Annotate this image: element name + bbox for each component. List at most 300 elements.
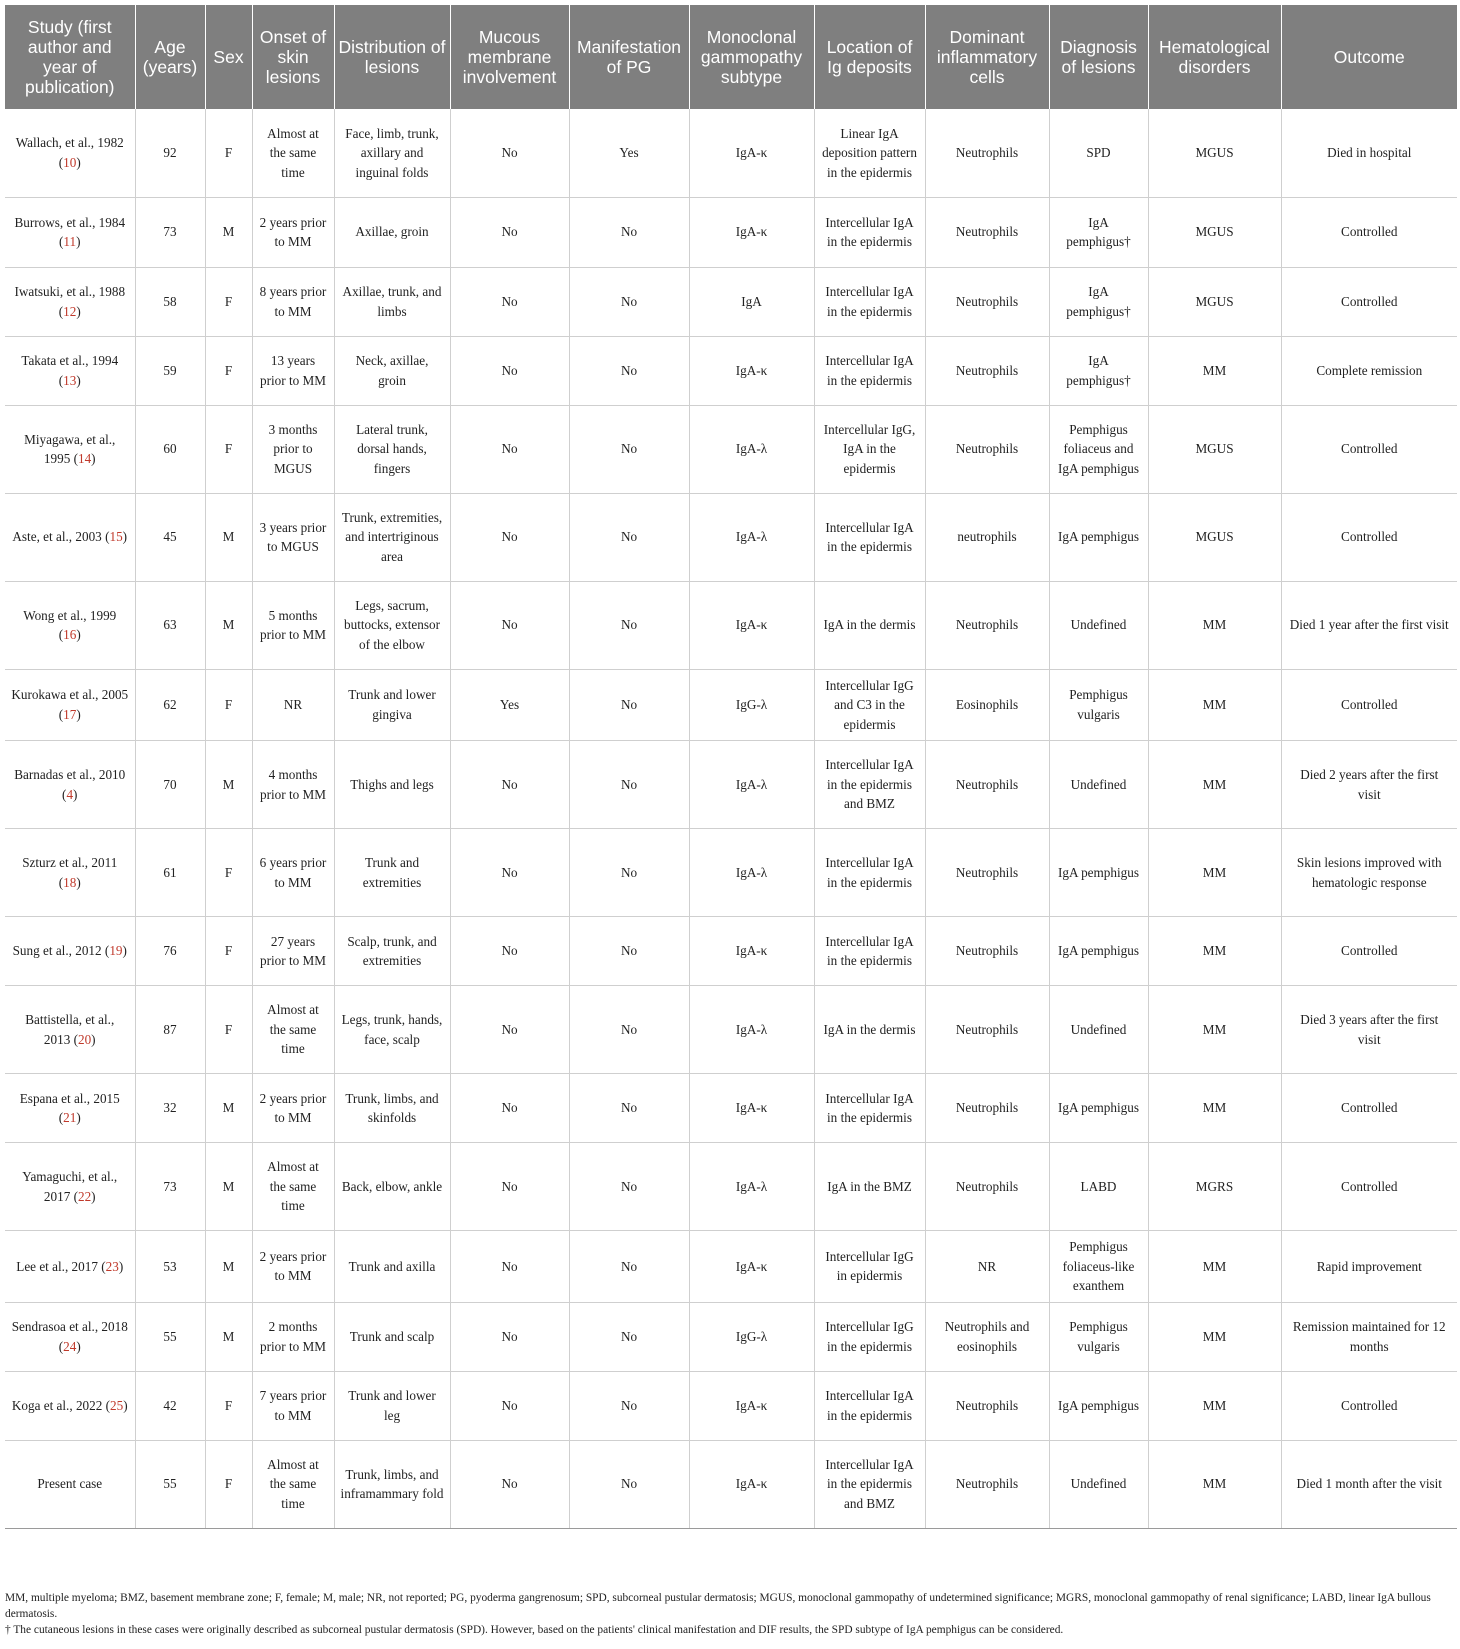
cell-age: 42 <box>135 1371 205 1440</box>
cell-sex: F <box>205 1371 252 1440</box>
cell-diagnosis: SPD <box>1049 109 1148 197</box>
cell-sex: F <box>205 669 252 741</box>
reference-link[interactable]: 24 <box>63 1338 77 1354</box>
table-header-row <box>5 5 1457 109</box>
cell-diagnosis: IgA pemphigus <box>1049 829 1148 917</box>
cell-sex: M <box>205 741 252 829</box>
cell-distribution: Trunk, limbs, and skinfolds <box>334 1074 450 1143</box>
cell-outcome: Controlled <box>1281 1371 1457 1440</box>
cell-sex: F <box>205 1440 252 1528</box>
cell-hema: MM <box>1148 829 1281 917</box>
cell-study: Yamaguchi, et al., 2017 (22) <box>5 1143 135 1231</box>
cell-mucous: No <box>450 1440 569 1528</box>
cell-age: 76 <box>135 917 205 986</box>
cell-subtype: IgA-λ <box>689 829 814 917</box>
column-header-hema: Hematological disorders <box>1148 5 1281 109</box>
cell-deposits: IgA in the dermis <box>814 986 925 1074</box>
cell-age: 60 <box>135 405 205 493</box>
cell-cells: Neutrophils <box>925 1440 1049 1528</box>
cell-cells: Neutrophils <box>925 197 1049 267</box>
cell-onset: NR <box>252 669 334 741</box>
cell-cells: Neutrophils <box>925 267 1049 336</box>
cell-hema: MGUS <box>1148 493 1281 581</box>
study-text: Lee et al., 2017 <box>16 1258 98 1274</box>
cell-deposits: Linear IgA deposition pattern in the epidermis <box>814 109 925 197</box>
study-text: Barnadas et al., 2010 <box>14 767 126 782</box>
cell-subtype: IgA-κ <box>689 1231 814 1303</box>
column-header-pg: Manifestation of PG <box>569 5 689 109</box>
cell-study: Aste, et al., 2003 (15) <box>5 493 135 581</box>
cell-deposits: IgA in the dermis <box>814 581 925 669</box>
table-row <box>5 1302 1457 1371</box>
cell-deposits: Intercellular IgA in the epidermis <box>814 829 925 917</box>
study-text: Battistella, et al., 2013 <box>25 1012 115 1047</box>
table-row <box>5 1371 1457 1440</box>
column-header-study: Study (first author and year of publication) <box>5 5 135 109</box>
cell-study: Lee et al., 2017 (23) <box>5 1231 135 1303</box>
cell-cells: Neutrophils <box>925 1074 1049 1143</box>
cell-study: Wong et al., 1999 (16) <box>5 581 135 669</box>
cell-subtype: IgA-κ <box>689 197 814 267</box>
cell-sex: F <box>205 267 252 336</box>
study-text: Wong et al., 1999 <box>23 607 117 623</box>
cell-diagnosis: IgA pemphigus <box>1049 917 1148 986</box>
table-body <box>5 109 1457 1528</box>
cell-pg: No <box>569 1074 689 1143</box>
cell-diagnosis: Undefined <box>1049 1440 1148 1528</box>
cell-outcome: Controlled <box>1281 1143 1457 1231</box>
table-row <box>5 405 1457 493</box>
cell-hema: MM <box>1148 581 1281 669</box>
cell-outcome: Controlled <box>1281 197 1457 267</box>
table-row <box>5 581 1457 669</box>
cell-pg: No <box>569 917 689 986</box>
cell-outcome: Died 1 year after the first visit <box>1281 581 1457 669</box>
cell-deposits: Intercellular IgA in the epidermis <box>814 917 925 986</box>
cell-mucous: No <box>450 109 569 197</box>
cell-hema: MM <box>1148 917 1281 986</box>
cell-cells: Neutrophils <box>925 336 1049 405</box>
cell-diagnosis: IgA pemphigus† <box>1049 336 1148 405</box>
table-row <box>5 109 1457 197</box>
cell-cells: Neutrophils <box>925 1143 1049 1231</box>
cell-age: 45 <box>135 493 205 581</box>
cell-pg: No <box>569 1143 689 1231</box>
table-row <box>5 741 1457 829</box>
cell-distribution: Legs, trunk, hands, face, scalp <box>334 986 450 1074</box>
cell-hema: MGUS <box>1148 267 1281 336</box>
cell-age: 55 <box>135 1302 205 1371</box>
cell-subtype: IgA-κ <box>689 1371 814 1440</box>
cell-distribution: Trunk and extremities <box>334 829 450 917</box>
reference-link[interactable]: 18 <box>63 874 77 890</box>
cell-outcome: Controlled <box>1281 267 1457 336</box>
cell-outcome: Died 3 years after the first visit <box>1281 986 1457 1074</box>
cell-study <box>5 1440 135 1528</box>
study-text: Espana et al., 2015 <box>19 1090 120 1106</box>
cell-mucous: No <box>450 405 569 493</box>
cell-mucous: No <box>450 1231 569 1303</box>
cell-distribution: Scalp, trunk, and extremities <box>334 917 450 986</box>
cell-age: 55 <box>135 1440 205 1528</box>
cell-sex: F <box>205 109 252 197</box>
study-text: Miyagawa, et al., 1995 <box>24 431 116 466</box>
cell-sex: M <box>205 1143 252 1231</box>
study-text: Yamaguchi, et al., 2017 <box>22 1169 118 1204</box>
cell-hema: MM <box>1148 1302 1281 1371</box>
cell-age: 59 <box>135 336 205 405</box>
cell-mucous: No <box>450 197 569 267</box>
study-text: Iwatsuki, et al., 1988 <box>14 284 126 299</box>
column-header-age: Age (years) <box>135 5 205 109</box>
column-header-onset: Onset of skin lesions <box>252 5 334 109</box>
cell-sex: F <box>205 986 252 1074</box>
cell-study: Kurokawa et al., 2005 (17) <box>5 669 135 741</box>
cell-hema: MM <box>1148 1231 1281 1303</box>
cell-hema: MM <box>1148 1440 1281 1528</box>
column-header-cells: Dominant inflammatory cells <box>925 5 1049 109</box>
cell-study: Espana et al., 2015 (21) <box>5 1074 135 1143</box>
cell-pg: No <box>569 405 689 493</box>
cell-pg: No <box>569 197 689 267</box>
cell-subtype: IgG-λ <box>689 1302 814 1371</box>
reference-link[interactable]: 16 <box>63 627 77 642</box>
cell-mucous: No <box>450 336 569 405</box>
cell-deposits: Intercellular IgA in the epidermis <box>814 1074 925 1143</box>
cell-mucous: No <box>450 1074 569 1143</box>
cell-outcome: Died in hospital <box>1281 109 1457 197</box>
cell-diagnosis: Pemphigus vulgaris <box>1049 1302 1148 1371</box>
cell-sex: M <box>205 581 252 669</box>
reference-link[interactable]: 13 <box>63 372 77 388</box>
cell-onset: Almost at the same time <box>252 1440 334 1528</box>
reference-link[interactable]: 22 <box>77 1188 92 1204</box>
cell-sex: M <box>205 493 252 581</box>
column-header-outcome: Outcome <box>1281 5 1457 109</box>
cell-study: Wallach, et al., 1982 (10) <box>5 109 135 197</box>
study-text: Aste, et al., 2003 <box>12 529 102 545</box>
cell-onset: 8 years prior to MM <box>252 267 334 336</box>
cell-outcome: Complete remission <box>1281 336 1457 405</box>
reference-link[interactable]: 20 <box>77 1031 92 1047</box>
table-row <box>5 1231 1457 1303</box>
cell-pg: No <box>569 336 689 405</box>
cell-cells: Neutrophils <box>925 405 1049 493</box>
cell-mucous: No <box>450 986 569 1074</box>
cell-hema: MM <box>1148 1074 1281 1143</box>
cell-diagnosis: IgA pemphigus <box>1049 1371 1148 1440</box>
cell-distribution: Face, limb, trunk, axillary and inguinal folds <box>334 109 450 197</box>
cell-distribution: Neck, axillae, groin <box>334 336 450 405</box>
cell-sex: M <box>205 1231 252 1303</box>
cell-subtype: IgA-κ <box>689 917 814 986</box>
table-row <box>5 669 1457 741</box>
cell-sex: M <box>205 1074 252 1143</box>
cell-subtype: IgG-λ <box>689 669 814 741</box>
cell-outcome: Remission maintained for 12 months <box>1281 1302 1457 1371</box>
cell-hema: MGRS <box>1148 1143 1281 1231</box>
cell-onset: 4 months prior to MM <box>252 741 334 829</box>
cell-cells: Neutrophils and eosinophils <box>925 1302 1049 1371</box>
cell-onset: 2 months prior to MM <box>252 1302 334 1371</box>
cell-age: 73 <box>135 197 205 267</box>
cell-age: 63 <box>135 581 205 669</box>
cell-onset: 2 years prior to MM <box>252 197 334 267</box>
cell-sex: F <box>205 829 252 917</box>
column-header-deposits: Location of Ig deposits <box>814 5 925 109</box>
cell-sex: F <box>205 405 252 493</box>
cell-hema: MM <box>1148 669 1281 741</box>
cell-cells: Neutrophils <box>925 917 1049 986</box>
cell-deposits: Intercellular IgA in the epidermis and BMZ <box>814 1440 925 1528</box>
study-text: Koga et al., 2022 <box>11 1397 103 1413</box>
dagger-note: † The cutaneous lesions in these cases were originally described as subcorneal pustular dermatosis (SPD). However, based on the patients' clinical manifestation and DIF results, the SPD subtype of IgA pemphigus can be considered. <box>5 1624 1064 1636</box>
reference-link[interactable]: 25 <box>110 1397 124 1413</box>
cell-deposits: Intercellular IgA in the epidermis and BMZ <box>814 741 925 829</box>
cell-deposits: Intercellular IgG in epidermis <box>814 1231 925 1303</box>
cell-hema: MM <box>1148 1371 1281 1440</box>
cell-onset: 2 years prior to MM <box>252 1074 334 1143</box>
cell-distribution: Back, elbow, ankle <box>334 1143 450 1231</box>
cell-cells: Neutrophils <box>925 741 1049 829</box>
cell-cells: Eosinophils <box>925 669 1049 741</box>
table-row <box>5 986 1457 1074</box>
cell-distribution: Legs, sacrum, buttocks, extensor of the elbow <box>334 581 450 669</box>
cell-distribution: Lateral trunk, dorsal hands, fingers <box>334 405 450 493</box>
cell-outcome: Rapid improvement <box>1281 1231 1457 1303</box>
table-row <box>5 1440 1457 1528</box>
table-row <box>5 829 1457 917</box>
cell-diagnosis: IgA pemphigus <box>1049 493 1148 581</box>
cell-diagnosis: LABD <box>1049 1143 1148 1231</box>
cell-deposits: Intercellular IgA in the epidermis <box>814 1371 925 1440</box>
cell-mucous: No <box>450 917 569 986</box>
cell-distribution: Trunk and axilla <box>334 1231 450 1303</box>
cell-deposits: Intercellular IgG, IgA in the epidermis <box>814 405 925 493</box>
cell-outcome: Died 2 years after the first visit <box>1281 741 1457 829</box>
reference-link[interactable]: 4 <box>66 786 74 802</box>
cell-distribution: Trunk and scalp <box>334 1302 450 1371</box>
cell-diagnosis: Undefined <box>1049 986 1148 1074</box>
cell-outcome: Controlled <box>1281 1074 1457 1143</box>
cell-outcome: Died 1 month after the visit <box>1281 1440 1457 1528</box>
table-row <box>5 917 1457 986</box>
cell-diagnosis: IgA pemphigus <box>1049 1074 1148 1143</box>
table-row <box>5 1074 1457 1143</box>
table-row <box>5 336 1457 405</box>
cell-cells: neutrophils <box>925 493 1049 581</box>
cell-subtype: IgA-λ <box>689 1143 814 1231</box>
reference-link[interactable]: 12 <box>63 303 77 319</box>
reference-link[interactable]: 15 <box>109 529 123 545</box>
cell-age: 70 <box>135 741 205 829</box>
reference-link[interactable]: 21 <box>63 1110 77 1125</box>
cell-outcome: Controlled <box>1281 669 1457 741</box>
cell-age: 58 <box>135 267 205 336</box>
cell-study: Barnadas et al., 2010 (4) <box>5 741 135 829</box>
cell-age: 87 <box>135 986 205 1074</box>
cell-subtype: IgA-λ <box>689 741 814 829</box>
cell-subtype: IgA-κ <box>689 1440 814 1528</box>
cell-subtype: IgA-λ <box>689 405 814 493</box>
cell-pg: No <box>569 669 689 741</box>
cell-hema: MGUS <box>1148 109 1281 197</box>
cell-pg: No <box>569 986 689 1074</box>
cell-study: Sung et al., 2012 (19) <box>5 917 135 986</box>
cell-distribution: Axillae, trunk, and limbs <box>334 267 450 336</box>
column-header-subtype: Monoclonal gammopathy subtype <box>689 5 814 109</box>
study-text: Sendrasoa et al., 2018 <box>11 1319 128 1334</box>
cell-study: Sendrasoa et al., 2018 (24) <box>5 1302 135 1371</box>
study-text: Present case <box>37 1476 103 1492</box>
cell-cells: Neutrophils <box>925 109 1049 197</box>
cell-onset: 27 years prior to MM <box>252 917 334 986</box>
cell-mucous: No <box>450 829 569 917</box>
reference-link[interactable]: 10 <box>63 154 77 170</box>
cell-diagnosis: IgA pemphigus† <box>1049 267 1148 336</box>
column-header-diagnosis: Diagnosis of lesions <box>1049 5 1148 109</box>
study-text: Sung et al., 2012 <box>12 943 102 959</box>
cell-onset: 3 months prior to MGUS <box>252 405 334 493</box>
cell-mucous: No <box>450 1302 569 1371</box>
cell-onset: Almost at the same time <box>252 1143 334 1231</box>
cell-hema: MM <box>1148 986 1281 1074</box>
cell-distribution: Trunk and lower gingiva <box>334 669 450 741</box>
cell-age: 73 <box>135 1143 205 1231</box>
table-row <box>5 493 1457 581</box>
cell-diagnosis: Pemphigus foliaceus and IgA pemphigus <box>1049 405 1148 493</box>
cell-pg: No <box>569 267 689 336</box>
cell-study: Iwatsuki, et al., 1988 (12) <box>5 267 135 336</box>
cell-pg: Yes <box>569 109 689 197</box>
study-text: Burrows, et al., 1984 <box>14 214 126 230</box>
cell-hema: MM <box>1148 741 1281 829</box>
study-text: Szturz et al., 2011 <box>22 855 118 870</box>
cell-sex: M <box>205 197 252 267</box>
cell-diagnosis: Pemphigus vulgaris <box>1049 669 1148 741</box>
cell-hema: MGUS <box>1148 197 1281 267</box>
cell-onset: 6 years prior to MM <box>252 829 334 917</box>
cell-deposits: Intercellular IgG and C3 in the epidermis <box>814 669 925 741</box>
cell-onset: 5 months prior to MM <box>252 581 334 669</box>
reference-link[interactable]: 14 <box>77 451 92 466</box>
case-table-container <box>5 5 1457 1529</box>
cell-deposits: Intercellular IgG in the epidermis <box>814 1302 925 1371</box>
column-header-mucous: Mucous membrane involvement <box>450 5 569 109</box>
study-text: Wallach, et al., 1982 <box>15 135 124 151</box>
reference-link[interactable]: 17 <box>63 706 77 722</box>
column-header-distribution: Distribution of lesions <box>334 5 450 109</box>
cell-subtype: IgA <box>689 267 814 336</box>
reference-link[interactable]: 11 <box>63 234 77 249</box>
cell-study: Battistella, et al., 2013 (20) <box>5 986 135 1074</box>
cell-onset: 3 years prior to MGUS <box>252 493 334 581</box>
cell-deposits: Intercellular IgA in the epidermis <box>814 267 925 336</box>
cell-pg: No <box>569 1371 689 1440</box>
cell-hema: MM <box>1148 336 1281 405</box>
cell-outcome: Controlled <box>1281 405 1457 493</box>
cell-distribution: Thighs and legs <box>334 741 450 829</box>
cell-distribution: Axillae, groin <box>334 197 450 267</box>
cell-pg: No <box>569 1231 689 1303</box>
table-footnotes <box>5 1590 1455 1638</box>
cell-distribution: Trunk and lower leg <box>334 1371 450 1440</box>
cell-diagnosis: Undefined <box>1049 741 1148 829</box>
cell-study: Koga et al., 2022 (25) <box>5 1371 135 1440</box>
cell-diagnosis: IgA pemphigus† <box>1049 197 1148 267</box>
cell-deposits: Intercellular IgA in the epidermis <box>814 336 925 405</box>
cell-sex: F <box>205 917 252 986</box>
cell-age: 53 <box>135 1231 205 1303</box>
cell-age: 61 <box>135 829 205 917</box>
cell-subtype: IgA-κ <box>689 1074 814 1143</box>
cell-onset: 13 years prior to MM <box>252 336 334 405</box>
table-row <box>5 197 1457 267</box>
cell-study: Takata et al., 1994 (13) <box>5 336 135 405</box>
cell-pg: No <box>569 581 689 669</box>
cell-mucous: Yes <box>450 669 569 741</box>
table-row <box>5 267 1457 336</box>
study-text: Kurokawa et al., 2005 <box>11 687 129 703</box>
cell-mucous: No <box>450 493 569 581</box>
abbreviations-note: MM, multiple myeloma; BMZ, basement membrane zone; F, female; M, male; NR, not reported; PG, pyoderma gangrenosum; SPD, subcorneal pustular dermatosis; MGUS, monoclonal gammopathy of undetermined significance; MGRS, monoclonal gammopathy of renal significance; LABD, linear IgA bullous dermatosis. <box>5 1592 1431 1620</box>
cell-study: Burrows, et al., 1984 (11) <box>5 197 135 267</box>
cell-subtype: IgA-λ <box>689 986 814 1074</box>
cell-onset: 7 years prior to MM <box>252 1371 334 1440</box>
cell-mucous: No <box>450 741 569 829</box>
cell-cells: Neutrophils <box>925 829 1049 917</box>
column-header-sex: Sex <box>205 5 252 109</box>
cell-pg: No <box>569 1440 689 1528</box>
cell-pg: No <box>569 741 689 829</box>
cell-mucous: No <box>450 267 569 336</box>
cell-outcome: Controlled <box>1281 917 1457 986</box>
cell-diagnosis: Pemphigus foliaceus-like exanthem <box>1049 1231 1148 1303</box>
cell-onset: Almost at the same time <box>252 109 334 197</box>
cell-distribution: Trunk, extremities, and intertriginous area <box>334 493 450 581</box>
cell-subtype: IgA-κ <box>689 581 814 669</box>
cell-cells: Neutrophils <box>925 986 1049 1074</box>
cell-cells: Neutrophils <box>925 1371 1049 1440</box>
cell-study: Miyagawa, et al., 1995 (14) <box>5 405 135 493</box>
cell-subtype: IgA-λ <box>689 493 814 581</box>
cell-deposits: Intercellular IgA in the epidermis <box>814 493 925 581</box>
cell-pg: No <box>569 1302 689 1371</box>
reference-link[interactable]: 23 <box>105 1258 119 1274</box>
cell-age: 32 <box>135 1074 205 1143</box>
cell-onset: Almost at the same time <box>252 986 334 1074</box>
cell-outcome: Skin lesions improved with hematologic response <box>1281 829 1457 917</box>
cell-sex: M <box>205 1302 252 1371</box>
cell-sex: F <box>205 336 252 405</box>
cell-age: 92 <box>135 109 205 197</box>
cell-deposits: Intercellular IgA in the epidermis <box>814 197 925 267</box>
cell-mucous: No <box>450 1371 569 1440</box>
cell-cells: NR <box>925 1231 1049 1303</box>
cell-mucous: No <box>450 581 569 669</box>
cell-deposits: IgA in the BMZ <box>814 1143 925 1231</box>
cell-distribution: Trunk, limbs, and inframammary fold <box>334 1440 450 1528</box>
reference-link[interactable]: 19 <box>109 943 123 959</box>
table-row <box>5 1143 1457 1231</box>
cell-outcome: Controlled <box>1281 493 1457 581</box>
case-table <box>5 5 1457 1529</box>
cell-subtype: IgA-κ <box>689 336 814 405</box>
cell-diagnosis: Undefined <box>1049 581 1148 669</box>
cell-pg: No <box>569 493 689 581</box>
cell-mucous: No <box>450 1143 569 1231</box>
cell-hema: MGUS <box>1148 405 1281 493</box>
